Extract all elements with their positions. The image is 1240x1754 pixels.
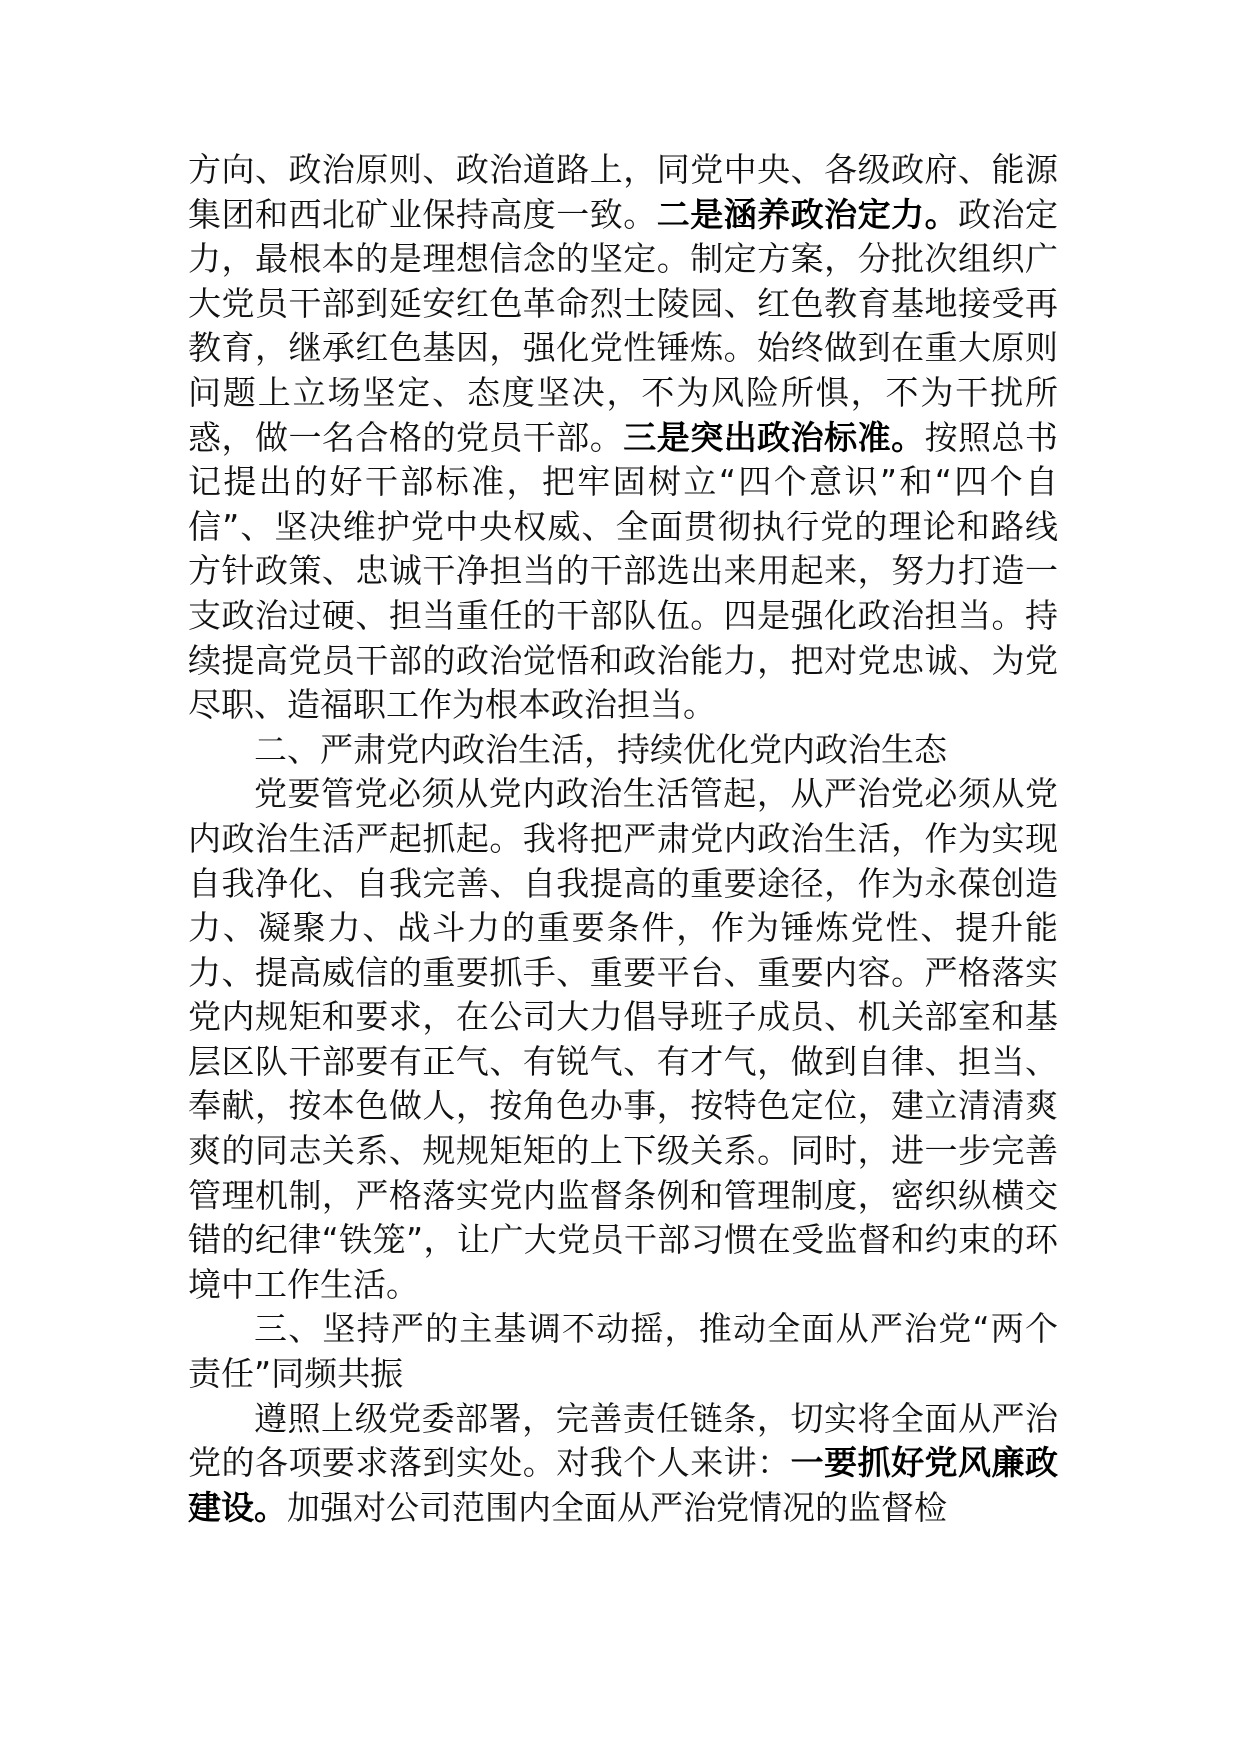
text-run: 加强对公司范围内全面从严治党情况的监督检 (287, 1487, 947, 1527)
bold-text-run: 二是涵养政治定力。 (656, 194, 959, 234)
text-run: 遵照上级党委部署，完善责任链条，切实将全面从严治党的各项要求落到实处。对我个人来讲： (188, 1398, 1058, 1483)
paragraph-section-two-body (188, 772, 1058, 1307)
text-run: 方向、政治原则、政治道路上，同党中央、各级政府、能源集团和西北矿业保持高度一致。 (188, 150, 1058, 234)
heading-section-three (188, 1307, 1058, 1396)
text-run: 按照总书记提出的好干部标准，把牢固树立“四个意识”和“四个自信”、坚决维护党中央权威、全面贯彻执行党的理论和路线方针政策、忠诚干净担当的干部选出来用起来，努力打造一支政治过硬、担当重任的干部队伍。四是强化政治担当。持续提高党员干部的政治觉悟和政治能力，把对党忠诚、为党尽职、造福职工作为根本政治担当。 (188, 417, 1059, 725)
bold-text-run: 一要抓好党风廉政建设。 (188, 1443, 1059, 1527)
text-run: 党要管党必须从党内政治生活管起，从严治党必须从党内政治生活严起抓起。我将把严肃党内政治生活，作为实现自我净化、自我完善、自我提高的重要途径，作为永葆创造力、凝聚力、战斗力的重要条件，作为锤炼党性、提升能力、提高威信的重要抓手、重要平台、重要内容。严格落实党内规矩和要求，在公司大力倡导班子成员、机关部室和基层区队干部要有正气、有锐气、有才气，做到自律、担当、奉献，按本色做人，按角色办事，按特色定位，建立清清爽爽的同志关系、规规矩矩的上下级关系。同时，进一步完善管理机制，严格落实党内监督条例和管理制度，密织纵横交错的纪律“铁笼”，让广大党员干部习惯在受监督和约束的环境中工作生活。 (188, 774, 1058, 1304)
bold-text-run: 三是突出政治标准。 (623, 417, 925, 457)
section-heading-text: 三、坚持严的主基调不动摇，推动全面从严治党“两个责任”同频共振 (188, 1309, 1058, 1394)
document-page (188, 148, 1058, 1530)
heading-section-two (188, 728, 1058, 773)
paragraph-section-three-body (188, 1397, 1058, 1531)
paragraph-political-continuation (188, 148, 1058, 728)
section-heading-text: 二、严肃党内政治生活，持续优化党内政治生态 (254, 729, 947, 769)
text-run: 政治定力，最根本的是理想信念的坚定。制定方案，分批次组织广大党员干部到延安红色革命烈士陵园、红色教育基地接受再教育，继承红色基因，强化党性锤炼。始终做到在重大原则问题上立场坚定、态度坚决，不为风险所惧，不为干扰所惑，做一名合格的党员干部。 (188, 194, 1059, 457)
